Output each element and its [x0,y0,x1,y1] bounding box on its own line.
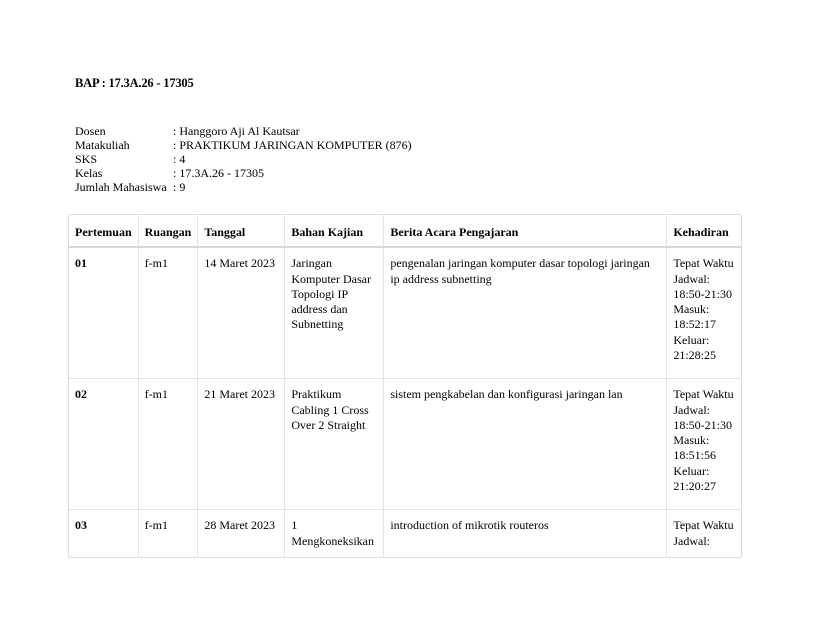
cell-ruangan: f-m1 [138,379,198,510]
cell-pertemuan: 01 [69,247,138,379]
cell-tanggal: 21 Maret 2023 [198,379,285,510]
meta-value: : 9 [173,180,186,194]
table-header-row [69,215,741,247]
meta-value: : PRAKTIKUM JARINGAN KOMPUTER (876) [173,138,412,152]
meta-key: Kelas [75,166,103,180]
course-meta [75,124,412,194]
meta-value: : 4 [173,152,186,166]
meta-row-matakuliah [75,138,412,152]
cell-kehadiran: Tepat Waktu Jadwal: [673,518,734,548]
table-row [69,510,741,557]
cell-bahan-kajian: 1 Mengkoneksikan [285,510,384,557]
cell-ruangan: f-m1 [138,247,198,379]
meta-value: : 17.3A.26 - 17305 [173,166,264,180]
meta-row-dosen [75,124,412,138]
meta-row-kelas [75,166,412,180]
column-header-pertemuan: Pertemuan [69,215,138,247]
column-header-bahan-kajian: Bahan Kajian [285,215,384,247]
cell-pertemuan: 03 [69,510,138,557]
column-header-tanggal: Tanggal [198,215,285,247]
meta-row-jumlah-mahasiswa [75,180,412,194]
meta-key: Matakuliah [75,138,130,152]
page-title: BAP : 17.3A.26 - 17305 [75,76,194,90]
cell-kehadiran: Tepat Waktu Jadwal: 18:50-21:30 Masuk: 18:52:17 Keluar: 21:28:25 [667,247,741,379]
cell-ruangan: f-m1 [138,510,198,557]
cell-tanggal: 28 Maret 2023 [198,510,285,557]
cell-berita-acara: introduction of mikrotik routeros [384,510,667,557]
table-row [69,247,741,379]
cell-berita-acara: pengenalan jaringan komputer dasar topologi jaringan ip address subnetting [384,247,667,379]
column-header-ruangan: Ruangan [138,215,198,247]
meta-key: Jumlah Mahasiswa [75,180,167,194]
cell-bahan-kajian: Jaringan Komputer Dasar Topologi IP address dan Subnetting [285,247,384,379]
cell-berita-acara: sistem pengkabelan dan konfigurasi jaringan lan [384,379,667,510]
meta-value: : Hanggoro Aji Al Kautsar [173,124,300,138]
meta-row-sks [75,152,412,166]
column-header-berita-acara: Berita Acara Pengajaran [384,215,667,247]
column-header-kehadiran: Kehadiran [667,215,741,247]
meta-key: Dosen [75,124,106,138]
meta-key: SKS [75,152,98,166]
attendance-table [68,214,742,558]
cell-bahan-kajian: Praktikum Cabling 1 Cross Over 2 Straight [285,379,384,510]
cell-tanggal: 14 Maret 2023 [198,247,285,379]
cell-kehadiran: Tepat Waktu Jadwal: 18:50-21:30 Masuk: 18:51:56 Keluar: 21:20:27 [667,379,741,510]
table-row [69,379,741,510]
cell-pertemuan: 02 [69,379,138,510]
